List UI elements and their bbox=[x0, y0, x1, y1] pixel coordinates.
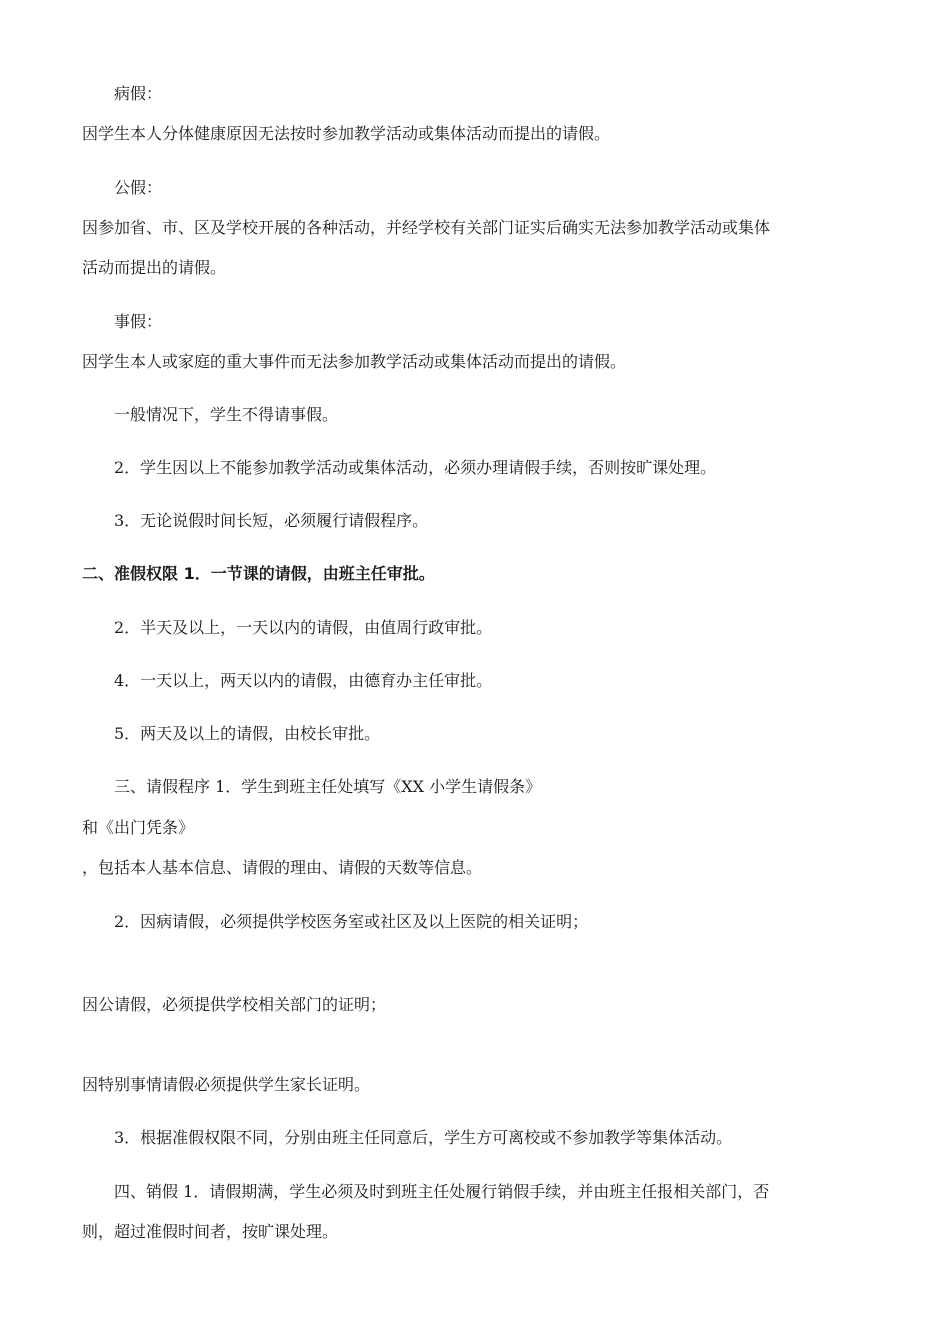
sick-leave-heading: 病假： bbox=[114, 84, 163, 103]
personal-leave-heading: 事假： bbox=[114, 312, 163, 331]
sick-leave-definition: 因学生本人分体健康原因无法按时参加教学活动或集体活动而提出的请假。 bbox=[82, 124, 611, 143]
authority-item-5: 5．两天及以上的请假，由校长审批。 bbox=[114, 724, 381, 743]
authority-heading: 二、准假权限 1．一节课的请假，由班主任审批。 bbox=[82, 564, 435, 583]
official-leave-definition-line2: 活动而提出的请假。 bbox=[82, 258, 227, 277]
cancel-line-2: 则，超过准假时间者，按旷课处理。 bbox=[82, 1222, 339, 1241]
procedure-item-3: 3．根据准假权限不同，分别由班主任同意后，学生方可离校或不参加教学等集体活动。 bbox=[114, 1128, 733, 1147]
rule-item-3: 3．无论说假时间长短，必须履行请假程序。 bbox=[114, 511, 429, 530]
cancel-line-1: 四、销假 1．请假期满，学生必须及时到班主任处履行销假手续，并由班主任报相关部门，否 bbox=[114, 1182, 770, 1201]
authority-item-2: 2．半天及以上，一天以内的请假，由值周行政审批。 bbox=[114, 618, 493, 637]
personal-leave-note: 一般情况下，学生不得请事假。 bbox=[114, 405, 339, 424]
official-leave-heading: 公假： bbox=[114, 178, 163, 197]
procedure-official: 因公请假，必须提供学校相关部门的证明； bbox=[82, 995, 387, 1014]
authority-item-4: 4．一天以上，两天以内的请假，由德育办主任审批。 bbox=[114, 671, 493, 690]
official-leave-definition-line1: 因参加省、市、区及学校开展的各种活动，并经学校有关部门证实后确实无法参加教学活动或集体 bbox=[82, 218, 771, 237]
procedure-item-2: 2．因病请假，必须提供学校医务室或社区及以上医院的相关证明； bbox=[114, 912, 589, 931]
rule-item-2: 2．学生因以上不能参加教学活动或集体活动，必须办理请假手续，否则按旷课处理。 bbox=[114, 458, 717, 477]
procedure-line-2: 和《出门凭条》 bbox=[82, 818, 195, 837]
procedure-line-3: ，包括本人基本信息、请假的理由、请假的天数等信息。 bbox=[82, 858, 483, 877]
procedure-line-1: 三、请假程序 1．学生到班主任处填写《XX 小学生请假条》 bbox=[114, 777, 542, 796]
personal-leave-definition: 因学生本人或家庭的重大事件而无法参加教学活动或集体活动而提出的请假。 bbox=[82, 352, 627, 371]
procedure-special: 因特别事情请假必须提供学生家长证明。 bbox=[82, 1075, 371, 1094]
